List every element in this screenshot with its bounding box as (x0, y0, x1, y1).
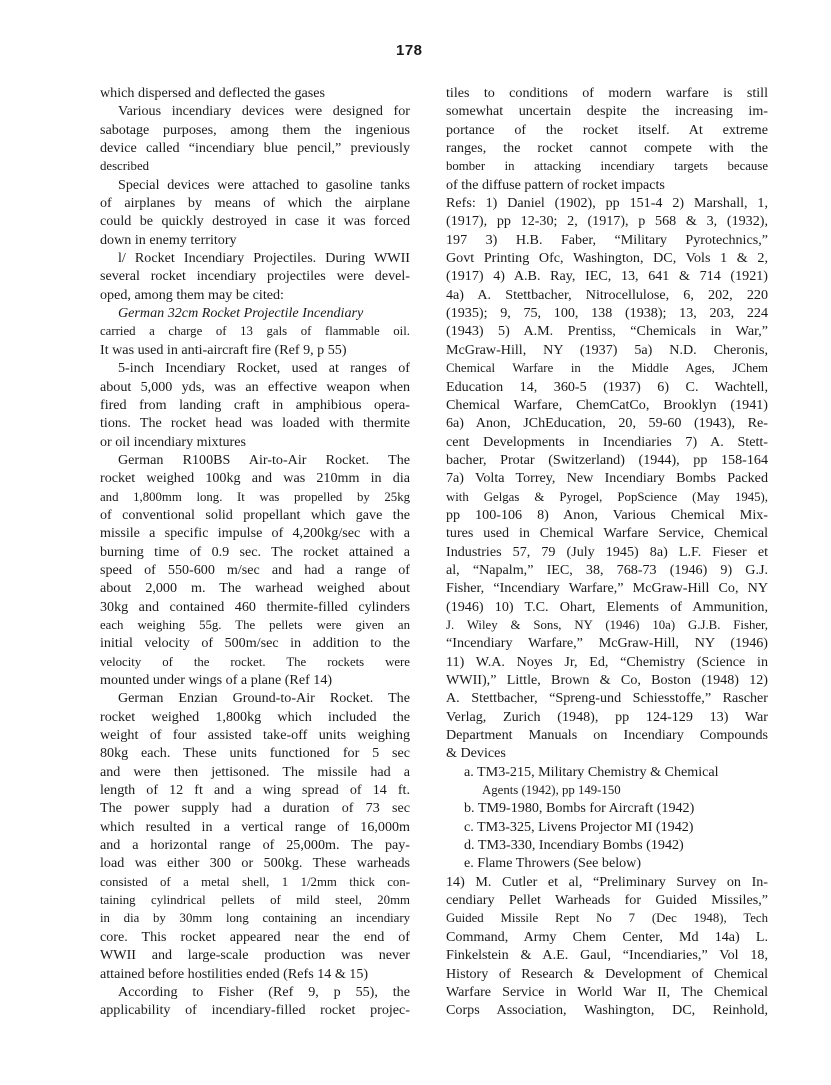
reference-line: cendiary Pellet Warheads for Guided Missiles,” (446, 892, 768, 909)
references-start: Refs: 1) Daniel (1902), pp 151-4 2) Marshall, 1, (446, 195, 768, 212)
text-line: of the diffuse pattern of rocket impacts (446, 176, 665, 193)
reference-line: cent Developments in Incendiaries 7) A. Stett- (446, 433, 768, 450)
text-line: WWII and large-scale production was never (100, 947, 410, 964)
text-line: 80kg each. These units functioned for 5 sec (100, 745, 410, 762)
text-line: Various incendiary devices were designed for (118, 103, 410, 120)
reference-line: 11) W.A. Noyes Jr, Ed, “Chemistry (Science in (446, 653, 768, 670)
manual-list-item: Agents (1942), pp 149-150 (482, 783, 621, 798)
text-line: about 5,000 yds, was an effective weapon when (100, 378, 410, 395)
text-line: 5-inch Incendiary Rocket, used at ranges of (118, 360, 410, 377)
text-line: of conventional solid propellant which gave the (100, 506, 410, 523)
text-line: each weighing 55g. The pellets were given an (100, 617, 410, 632)
reference-line: 7a) Volta Torrey, New Incendiary Bombs Packed (446, 470, 768, 487)
reference-line: (1917), pp 12-30; 2, (1917), p 568 & 3, (1932), (446, 213, 768, 230)
text-line: German Enzian Ground-to-Air Rocket. The (118, 690, 410, 707)
text-line: missile a specific impulse of 4,200kg/sec with a (100, 525, 410, 542)
text-line: of airplanes by means of which the airplane (100, 195, 410, 212)
text-line: According to Fisher (Ref 9, p 55), the (118, 983, 410, 1000)
section-heading: l/ Rocket Incendiary Projectiles. During WWII (118, 250, 410, 267)
reference-line: “Incendiary Warfare,” McGraw-Hill, NY (1946) (446, 635, 768, 652)
text-line: The power supply had a duration of 73 sec (100, 800, 410, 817)
text-line: sabotage purposes, among them the ingenious (100, 121, 410, 138)
text-line: velocity of the rocket. The rockets were (100, 654, 410, 669)
text-line: weight of four assisted take-off units weighing (100, 727, 410, 744)
reference-line: History of Research & Development of Chemical (446, 965, 768, 982)
text-line: rocket weighed 100kg and was 210mm in dia (100, 470, 410, 487)
text-line: tiles to conditions of modern warfare is still (446, 85, 768, 101)
text-line: speed of 550-600 m/sec and had a range of (100, 561, 410, 578)
text-line: tions. The rocket head was loaded with thermite (100, 415, 410, 432)
text-line: portance of the rocket itself. At extreme (446, 121, 768, 138)
text-line: oped, among them may be cited: (100, 286, 284, 303)
text-line: in dia by 30mm long containing an incendiary (100, 911, 410, 926)
text-line: could be quickly destroyed in case it was forced (100, 213, 410, 230)
reference-line: (1946) 10) T.C. Ohart, Elements of Ammunition, (446, 598, 768, 615)
text-line: consisted of a metal shell, 1 1/2mm thick con- (100, 874, 410, 889)
reference-line: Govt Printing Ofc, Washington, DC, Vols 1 & 2, (446, 250, 768, 267)
text-line: or oil incendiary mixtures (100, 433, 246, 450)
text-line: German R100BS Air-to-Air Rocket. The (118, 451, 410, 468)
text-line: It was used in anti-aircraft fire (Ref 9, p 55) (100, 341, 347, 358)
reference-line: al, “Napalm,” IEC, 38, 768-73 (1946) 9) G.J. (446, 561, 768, 578)
text-line: which dispersed and deflected the gases (100, 85, 326, 101)
reference-line: 4a) A. Stettbacher, Nitrocellulose, 6, 202, 220 (446, 286, 768, 303)
text-line: and a horizontal range of 25,000m. The pay- (100, 837, 410, 854)
reference-line: tures used in Chemical Warfare Service, Chemical (446, 525, 768, 542)
text-line: and were then jettisoned. The missile had a (100, 763, 410, 780)
text-line: load was either 300 or 500kg. These warheads (100, 855, 410, 872)
text-line: length of 12 ft and a wing spread of 14 ft. (100, 782, 410, 799)
reference-line: Education 14, 360-5 (1937) 6) C. Wachtell, (446, 378, 768, 395)
reference-line: Chemical Warfare, ChemCatCo, Brooklyn (1941) (446, 396, 768, 413)
text-line: several rocket incendiary projectiles were devel- (100, 268, 410, 285)
reference-line: (1943) 5) A.M. Prentiss, “Chemicals in War,” (446, 323, 768, 340)
subsection-title: German 32cm Rocket Projectile Incendiary (118, 305, 364, 322)
reference-line: bacher, Protar (Switzerland) (1944), pp 158-164 (446, 451, 768, 468)
text-line: somewhat uncertain despite the increasing im- (446, 103, 768, 120)
reference-line: WWII),” Little, Brown & Co, Boston (1948) 12) (446, 672, 768, 688)
manual-list-item: c. TM3-325, Livens Projector MI (1942) (464, 818, 694, 835)
reference-line: pp 100-106 8) Anon, Various Chemical Mix- (446, 506, 768, 523)
text-line: 30kg and contained 460 thermite-filled cylinders (100, 598, 410, 615)
text-line: carried a charge of 13 gals of flammable oil. (100, 324, 410, 339)
reference-line: Fisher, “Incendiary Warfare,” McGraw-Hill Co, NY (446, 580, 768, 597)
reference-line: Industries 57, 79 (July 1945) 8a) L.F. Fieser et (446, 543, 768, 560)
text-line: burning time of 0.9 sec. The rocket attained a (100, 543, 410, 560)
reference-line: Verlag, Zurich (1948), pp 124-129 13) War (446, 708, 768, 725)
manual-list-item: e. Flame Throwers (See below) (464, 855, 642, 872)
reference-line: J. Wiley & Sons, NY (1946) 10a) G.J.B. Fisher, (446, 617, 768, 632)
left-column (100, 84, 410, 1020)
text-line: core. This rocket appeared near the end of (100, 928, 410, 945)
text-line: about 2,000 m. The warhead weighed about (100, 580, 410, 597)
right-column (446, 84, 768, 1020)
reference-line: Command, Army Chem Center, Md 14a) L. (446, 928, 768, 945)
manual-list-item: b. TM9-1980, Bombs for Aircraft (1942) (464, 800, 695, 817)
reference-line: Guided Missile Rept No 7 (Dec 1948), Tech (446, 911, 768, 926)
reference-line: Corps Association, Washington, DC, Reinhold, (446, 1002, 768, 1019)
text-line: ranges, the rocket cannot compete with the (446, 140, 768, 157)
text-line: mounted under wings of a plane (Ref 14) (100, 672, 333, 688)
manual-list-item: a. TM3-215, Military Chemistry & Chemical (464, 763, 719, 780)
reference-line: 197 3) H.B. Faber, “Military Pyrotechnics,” (446, 231, 768, 248)
reference-line: & Devices (446, 745, 506, 762)
reference-line: Finkelstein & A.E. Gaul, “Incendiaries,” Vol 18, (446, 947, 768, 964)
reference-line: (1935); 9, 75, 100, 138 (1938); 13, 203, 224 (446, 305, 768, 322)
manual-list-item: d. TM3-330, Incendiary Bombs (1942) (464, 837, 684, 854)
reference-line: Chemical Warfare in the Middle Ages, JChem (446, 361, 768, 376)
text-line: and 1,800mm long. It was propelled by 25kg (100, 489, 410, 504)
reference-line: 14) M. Cutler et al, “Preliminary Survey on In- (446, 873, 768, 890)
text-line: described (100, 159, 150, 174)
reference-line: (1917) 4) A.B. Ray, IEC, 13, 641 & 714 (1921) (446, 268, 768, 285)
reference-line: with Gelgas & Pyrogel, PopScience (May 1945), (446, 489, 768, 504)
reference-line: Department Manuals on Incendiary Compounds (446, 727, 768, 744)
text-line: which resulted in a vertical range of 16,000m (100, 818, 410, 835)
text-line: Special devices were attached to gasoline tanks (118, 176, 410, 193)
reference-line: 6a) Anon, JChEducation, 20, 59-60 (1943), Re- (446, 415, 768, 432)
text-line: device called “incendiary blue pencil,” previously (100, 140, 410, 157)
reference-line: Warfare Service in World War II, The Chemical (446, 983, 768, 1000)
text-line: taining cylindrical pellets of mild steel, 20mm (100, 893, 410, 908)
reference-line: A. Stettbacher, “Spreng-und Schiesstoffe,” Rascher (446, 690, 768, 707)
text-line: initial velocity of 500m/sec in addition to the (100, 635, 410, 652)
page-number: 178 (396, 42, 423, 59)
text-line: rocket weighed 1,800kg which included the (100, 708, 410, 725)
text-line: down in enemy territory (100, 231, 237, 248)
text-line: fired from landing craft in amphibious opera- (100, 396, 410, 413)
text-line: attained before hostilities ended (Refs 14 & 15) (100, 965, 369, 982)
text-line: applicability of incendiary-filled rocket projec- (100, 1002, 410, 1019)
text-line: bomber in attacking incendiary targets because (446, 159, 768, 174)
reference-line: McGraw-Hill, NY (1937) 5a) N.D. Cheronis, (446, 341, 768, 358)
